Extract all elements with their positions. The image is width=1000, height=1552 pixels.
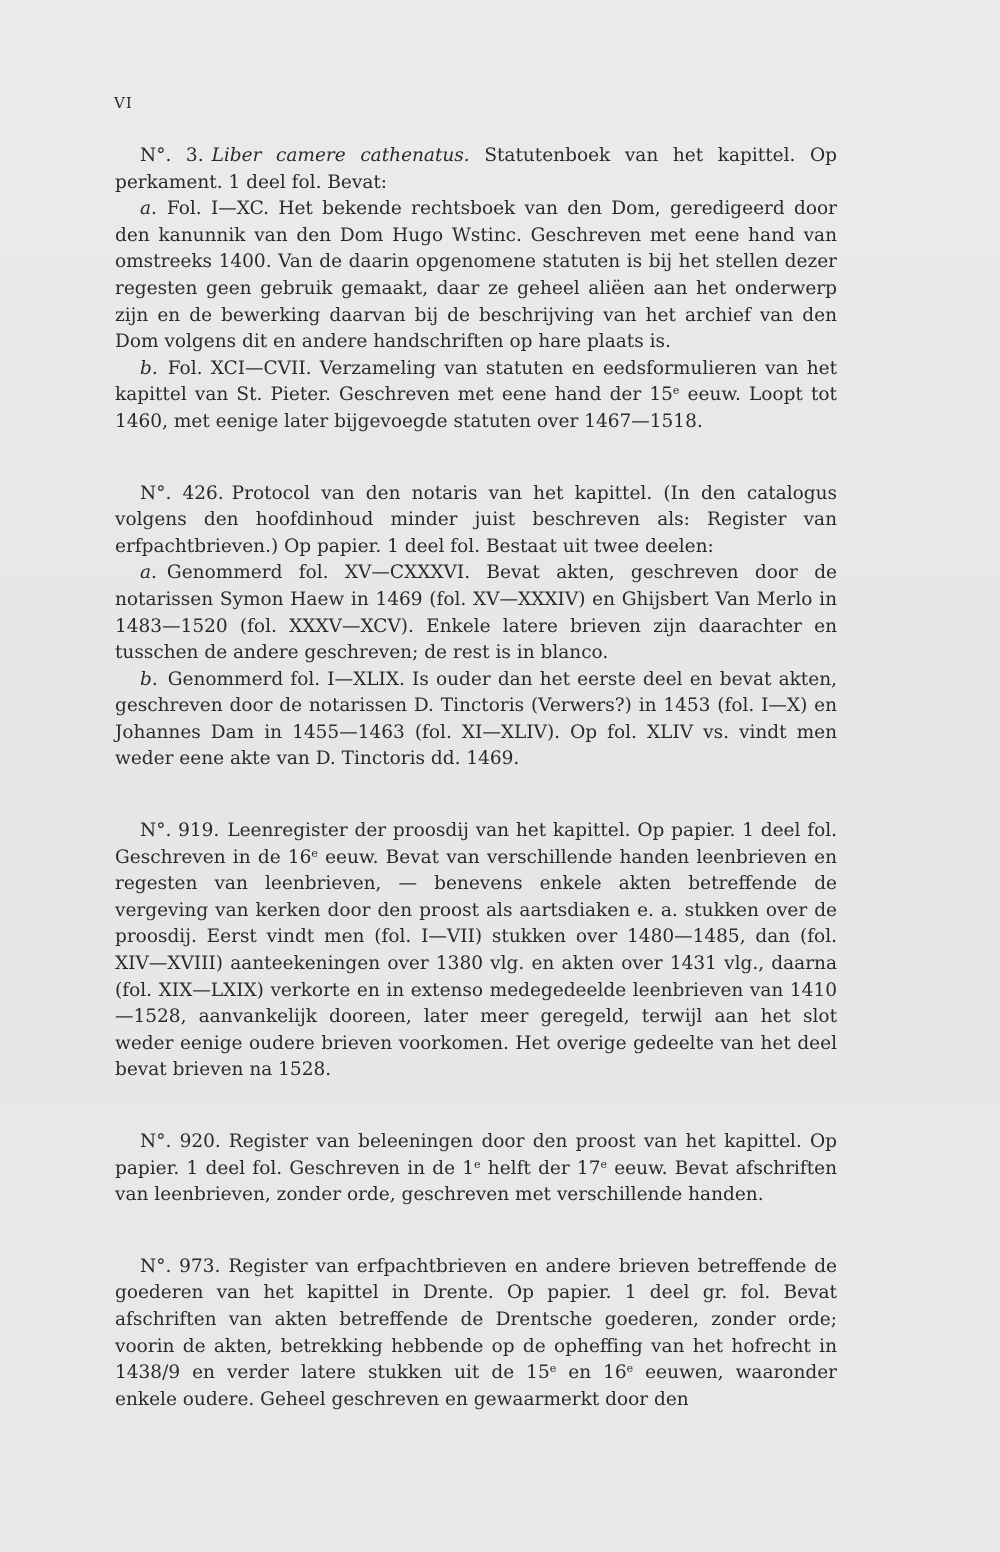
sub-text: Fol. XCI—CVII. Verzameling van statuten en eedsformulieren van het kapittel van St. Pieter. Geschreven met eene hand der 15 — [115, 357, 837, 406]
entry-intro — [115, 1129, 837, 1209]
entry-subsection — [115, 196, 837, 356]
entry-subsection — [115, 560, 837, 666]
latin-title: Liber camere cathenatus. — [211, 145, 470, 166]
entry-text-continued: eeuwen, waaronder enkele oudere. Geheel geschreven en gewaarmerkt door den — [115, 1362, 837, 1410]
entry-number: N°. 919. — [140, 820, 220, 842]
page-content — [115, 143, 837, 1458]
superscript: e — [626, 1362, 634, 1376]
entry-919 — [115, 818, 837, 1084]
entry-intro — [115, 818, 837, 1084]
sub-letter: a. — [140, 562, 157, 584]
sub-text-continued: eeuw. Loopt tot 1460, met eenige later bijgevoegde statuten over 1467—1518. — [115, 384, 837, 432]
entry-3 — [115, 143, 837, 436]
entry-intro — [115, 143, 837, 196]
sub-text: Fol. I—XC. Het bekende rechtsboek van den Dom, geredigeerd door den kanunnik van den Dom Hugo Wstinc. Geschreven met eene hand van omstreeks 1400. Van de daarin opgenomene statuten is bij het stellen dezer regesten geen gebruik gemaakt, daar ze geheel aliëen aan het onderwerp zijn en de bewerking daarvan bij de beschrijving van het archief van den Dom volgens dit en andere handschriften op hare plaats is. — [115, 198, 837, 353]
entry-number: N°. 973. — [140, 1255, 221, 1277]
entry-text: Leenregister der proosdij van het kapittel. Op papier. 1 deel fol. Geschreven in de 16 — [115, 820, 838, 868]
entry-973 — [115, 1254, 837, 1414]
sub-letter: a. — [140, 198, 157, 220]
superscript: e — [474, 1157, 481, 1171]
entry-text: Register van erfpachtbrieven en andere brieven betreffende de goederen van het kapittel in Drente. Op papier. 1 deel gr. fol. Bevat afschriften van akten betreffende de Drentsche goederen, zonder orde; voorin de akten, betrekking hebbende op de opheffing van het hofrecht in 1438/9 en verder latere stukken uit de 15 — [115, 1255, 837, 1384]
sub-text: Genommerd fol. I—XLIX. Is ouder dan het eerste deel en bevat akten, geschreven door de notarissen D. Tinctoris (Verwers?) in 1453 (fol. I—X) en Johannes Dam in 1455—1463 (fol. XI—XLIV). Op fol. XLIV vs. vindt men weder eene akte van D. Tinctoris dd. 1469. — [115, 668, 837, 770]
entry-number: N°. 3. — [140, 145, 204, 166]
entry-subsection — [115, 667, 837, 773]
sub-letter: b. — [140, 357, 158, 379]
entry-text: Protocol van den notaris van het kapittel. (In den catalogus volgens den hoofdinhoud minder juist beschreven als: Register van erfpachtbrieven.) Op papier. 1 deel fol. Bestaat uit twee deelen: — [115, 482, 838, 557]
entry-intro — [115, 1254, 837, 1414]
sub-letter: b. — [140, 668, 158, 690]
entry-number: N°. 426. — [140, 482, 224, 504]
entry-text-mid: helft der 17 — [480, 1157, 601, 1179]
entry-426 — [115, 481, 837, 774]
entry-text-continued: eeuw. Bevat van verschillende handen leenbrieven en regesten van leenbrieven, — benevens enkele akten betreffende de vergeving van kerken door den proost als aartsdiaken e. a. stukken over de proosdij. Eerst vindt men (fol. I—VII) stukken over 1480—1485, dan (fol. XIV—XVIII) aanteekeningen over 1380 vlg. en akten over 1431 vlg., daarna (fol. XIX—LXIX) verkorte en in extenso medegedeelde leenbrieven van 1410—1528, aanvankelijk dooreen, later meer geregeld, terwijl aan het slot weder eenige oudere brieven voorkomen. Het overige gedeelte van het deel bevat brieven na 1528. — [115, 846, 837, 1081]
entry-text-mid: en 16 — [556, 1362, 627, 1384]
entry-920 — [115, 1129, 837, 1209]
superscript: e — [549, 1362, 557, 1376]
superscript: e — [600, 1157, 607, 1171]
entry-text-continued: eeuw. Bevat afschriften van leenbrieven, zonder orde, geschreven met verschillende handen. — [115, 1157, 837, 1206]
entry-text: Register van beleeningen door den proost van het kapittel. Op papier. 1 deel fol. Geschreven in de 1 — [115, 1131, 838, 1179]
page-number: VI — [114, 94, 133, 112]
entry-number: N°. 920. — [140, 1131, 221, 1152]
entry-intro — [115, 481, 837, 561]
entry-text: Statutenboek van het kapittel. Op perkament. 1 deel fol. Bevat: — [115, 145, 837, 193]
superscript: e — [311, 846, 318, 860]
sub-text: Genommerd fol. XV—CXXXVI. Bevat akten, geschreven door de notarissen Symon Haew in 1469 (fol. XV—XXXIV) en Ghijsbert Van Merlo in 1483—1520 (fol. XXXV—XCV). Enkele latere brieven zijn daarachter en tusschen de andere geschreven; de rest is in blanco. — [115, 562, 837, 664]
entry-subsection — [115, 356, 837, 436]
superscript: e — [672, 384, 680, 398]
